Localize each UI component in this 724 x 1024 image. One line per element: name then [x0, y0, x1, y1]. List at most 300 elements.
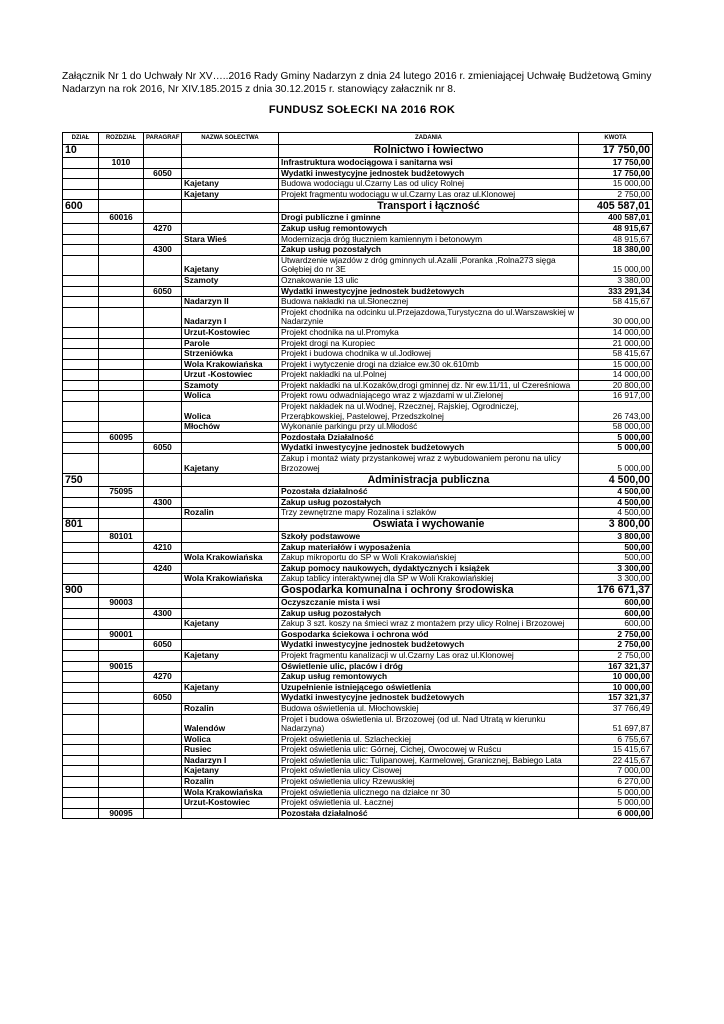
table-row: [63, 542, 653, 553]
table-row: [63, 200, 653, 213]
paragraf-cell: 4210: [144, 542, 182, 553]
dzial-cell: [63, 798, 99, 809]
sołectwo-name-cell: Kajetany: [182, 619, 279, 630]
amount-cell: 15 415,67: [579, 745, 653, 756]
paragraf-cell: [144, 777, 182, 788]
dzial-cell: [63, 682, 99, 693]
rozdzial-cell: [99, 189, 144, 200]
table-row: [63, 349, 653, 360]
dzial-cell: [63, 629, 99, 640]
rozdzial-cell: [99, 563, 144, 574]
table-row: [63, 808, 653, 819]
rozdzial-cell: [99, 777, 144, 788]
dzial-cell: [63, 787, 99, 798]
table-row: [63, 787, 653, 798]
amount-cell: 3 380,00: [579, 275, 653, 286]
amount-cell: 176 671,37: [579, 584, 653, 597]
table-row: [63, 402, 653, 422]
paragraf-cell: [144, 519, 182, 532]
sołectwo-name-cell: Wolica: [182, 391, 279, 402]
paragraf-cell: [144, 766, 182, 777]
task-cell: Pozdostała Działalność: [279, 432, 579, 443]
paragraf-cell: 4270: [144, 223, 182, 234]
paragraf-cell: 4300: [144, 245, 182, 256]
task-cell: Wykonanie parkingu przy ul.Młodość: [279, 422, 579, 433]
amount-cell: 58 415,67: [579, 297, 653, 308]
dzial-cell: 10: [63, 145, 99, 158]
dzial-cell: [63, 158, 99, 169]
task-cell: Trzy zewnętrzne mapy Rozalina i szlaków: [279, 508, 579, 519]
amount-cell: 4 500,00: [579, 474, 653, 487]
task-cell: Projekt oświetlenia ulic: Tulipanowej, Karmelowej, Granicznej, Babiego Lata: [279, 755, 579, 766]
table-row: [63, 359, 653, 370]
rozdzial-cell: [99, 443, 144, 454]
dzial-cell: [63, 650, 99, 661]
task-cell: Wydatki inwestycyjne jednostek budżetowych: [279, 286, 579, 297]
table-row: [63, 693, 653, 704]
task-cell: Oswiata i wychowanie: [279, 519, 579, 532]
dzial-cell: [63, 297, 99, 308]
rozdzial-cell: [99, 338, 144, 349]
dzial-cell: [63, 454, 99, 474]
paragraf-cell: [144, 661, 182, 672]
dzial-cell: [63, 597, 99, 608]
paragraf-cell: 6050: [144, 640, 182, 651]
sołectwo-name-cell: Młochów: [182, 422, 279, 433]
table-row: [63, 777, 653, 788]
sołectwo-name-cell: Urzut-Kostowiec: [182, 327, 279, 338]
sołectwo-name-cell: [182, 497, 279, 508]
dzial-cell: [63, 245, 99, 256]
amount-cell: 15 000,00: [579, 359, 653, 370]
dzial-cell: 801: [63, 519, 99, 532]
task-cell: Zakup materiałów i wyposażenia: [279, 542, 579, 553]
table-row: [63, 286, 653, 297]
task-cell: Projekt oświetlenia ulicy Cisowej: [279, 766, 579, 777]
amount-cell: 14 000,00: [579, 327, 653, 338]
task-cell: Projekt oświetlenia ulicy Rzewuskiej: [279, 777, 579, 788]
rozdzial-cell: [99, 734, 144, 745]
dzial-cell: [63, 307, 99, 327]
sołectwo-name-cell: Parole: [182, 338, 279, 349]
rozdzial-cell: [99, 245, 144, 256]
rozdzial-cell: [99, 714, 144, 734]
sołectwo-name-cell: [182, 597, 279, 608]
amount-cell: 20 800,00: [579, 380, 653, 391]
dzial-cell: [63, 532, 99, 543]
paragraf-cell: [144, 454, 182, 474]
rozdzial-cell: [99, 584, 144, 597]
table-row: [63, 672, 653, 683]
task-cell: Wydatki inwestycyjne jednostek budżetowych: [279, 443, 579, 454]
dzial-cell: [63, 370, 99, 381]
table-row: [63, 223, 653, 234]
paragraf-cell: [144, 327, 182, 338]
amount-cell: 51 697,87: [579, 714, 653, 734]
amount-cell: 4 500,00: [579, 508, 653, 519]
table-row: [63, 297, 653, 308]
task-cell: Zakup usług remontowych: [279, 223, 579, 234]
task-cell: Zakup pomocy naukowych, dydaktycznych i książek: [279, 563, 579, 574]
paragraf-cell: [144, 703, 182, 714]
amount-cell: 16 917,00: [579, 391, 653, 402]
paragraf-cell: [144, 787, 182, 798]
amount-cell: 58 000,00: [579, 422, 653, 433]
task-cell: Projekt nakładek na ul.Wodnej, Rzecznej, Rajskiej, Ogrodniczej, Przerąbkowskiej, Pastelowej, Przedszkolnej: [279, 402, 579, 422]
dzial-cell: [63, 693, 99, 704]
dzial-cell: [63, 255, 99, 275]
rozdzial-cell: [99, 327, 144, 338]
rozdzial-cell: [99, 145, 144, 158]
sołectwo-name-cell: [182, 487, 279, 498]
paragraf-cell: [144, 682, 182, 693]
col-zadania-header: ZADANIA: [279, 133, 579, 145]
amount-cell: 500,00: [579, 553, 653, 564]
sołectwo-name-cell: Kajetany: [182, 179, 279, 190]
paragraf-cell: [144, 200, 182, 213]
amount-cell: 48 915,67: [579, 223, 653, 234]
table-row: [63, 158, 653, 169]
paragraf-cell: [144, 338, 182, 349]
task-cell: Pozostała działalność: [279, 487, 579, 498]
dzial-cell: [63, 608, 99, 619]
table-row: [63, 519, 653, 532]
rozdzial-cell: 60016: [99, 213, 144, 224]
amount-cell: 400 587,01: [579, 213, 653, 224]
task-cell: Gospodarka ściekowa i ochrona wód: [279, 629, 579, 640]
sołectwo-name-cell: Wola Krakowiańska: [182, 787, 279, 798]
sołectwo-name-cell: Nadarzyn I: [182, 307, 279, 327]
table-row: [63, 487, 653, 498]
rozdzial-cell: 60095: [99, 432, 144, 443]
paragraf-cell: [144, 650, 182, 661]
task-cell: Projekt rowu odwadniającego wraz z wjazdami w ul.Zielonej: [279, 391, 579, 402]
table-row: [63, 307, 653, 327]
col-nazwa-header: NAZWA SOŁECTWA: [182, 133, 279, 145]
paragraf-cell: [144, 745, 182, 756]
task-cell: Wydatki inwestycyjne jednostek budżetowych: [279, 693, 579, 704]
rozdzial-cell: [99, 380, 144, 391]
rozdzial-cell: [99, 391, 144, 402]
sołectwo-name-cell: [182, 542, 279, 553]
dzial-cell: [63, 422, 99, 433]
paragraf-cell: [144, 808, 182, 819]
rozdzial-cell: 80101: [99, 532, 144, 543]
task-cell: Projekt chodnika na odcinku ul.Przejazdowa,Turystyczna do ul.Warszawskiej w Nadarzynie: [279, 307, 579, 327]
sołectwo-name-cell: [182, 168, 279, 179]
rozdzial-cell: [99, 497, 144, 508]
dzial-cell: [63, 213, 99, 224]
dzial-cell: [63, 327, 99, 338]
task-cell: Zakup 3 szt. koszy na śmieci wraz z montażem przy ulicy Rolnej i Brzozowej: [279, 619, 579, 630]
table-row: [63, 179, 653, 190]
rozdzial-cell: 75095: [99, 487, 144, 498]
paragraf-cell: [144, 307, 182, 327]
sołectwo-name-cell: [182, 145, 279, 158]
sołectwo-name-cell: [182, 213, 279, 224]
table-header: [63, 133, 653, 145]
task-cell: Projekt fragmentu wodociągu w ul.Czarny Las oraz ul.Klonowej: [279, 189, 579, 200]
amount-cell: 3 300,00: [579, 574, 653, 585]
rozdzial-cell: [99, 703, 144, 714]
amount-cell: 2 750,00: [579, 629, 653, 640]
table-row: [63, 213, 653, 224]
sołectwo-name-cell: Rozalin: [182, 508, 279, 519]
paragraf-cell: [144, 189, 182, 200]
rozdzial-cell: 90003: [99, 597, 144, 608]
paragraf-cell: [144, 798, 182, 809]
task-cell: Projekt oświetlenia ul. Szlacheckiej: [279, 734, 579, 745]
table-row: [63, 443, 653, 454]
table-row: [63, 432, 653, 443]
table-row: [63, 745, 653, 756]
rozdzial-cell: [99, 542, 144, 553]
header-line-1: Załącznik Nr 1 do Uchwały Nr XV…..2016 Rady Gminy Nadarzyn z dnia 24 lutego 2016 r. zmieniającej Uchwałę Budżetową Gminy: [62, 71, 652, 82]
amount-cell: 37 766,49: [579, 703, 653, 714]
amount-cell: 58 415,67: [579, 349, 653, 360]
task-cell: Budowa wodociągu ul.Czarny Las od ulicy Rolnej: [279, 179, 579, 190]
rozdzial-cell: [99, 619, 144, 630]
task-cell: Projekt nakładki na ul.Kozaków,drogi gminnej dz. Nr ew.11/11, ul Czereśniowa: [279, 380, 579, 391]
table-row: [63, 597, 653, 608]
paragraf-cell: [144, 275, 182, 286]
sołectwo-name-cell: Strzeniówka: [182, 349, 279, 360]
task-cell: Rolnictwo i łowiectwo: [279, 145, 579, 158]
task-cell: Szkoły podstawowe: [279, 532, 579, 543]
rozdzial-cell: [99, 798, 144, 809]
task-cell: Projekt oświetlenia ulicznego na działce nr 30: [279, 787, 579, 798]
sołectwo-name-cell: Wolica: [182, 402, 279, 422]
sołectwo-name-cell: Kajetany: [182, 650, 279, 661]
table-row: [63, 338, 653, 349]
amount-cell: 10 000,00: [579, 682, 653, 693]
rozdzial-cell: 1010: [99, 158, 144, 169]
dzial-cell: [63, 661, 99, 672]
rozdzial-cell: [99, 297, 144, 308]
paragraf-cell: [144, 584, 182, 597]
paragraf-cell: [144, 145, 182, 158]
document-title: FUNDUSZ SOŁECKI NA 2016 ROK: [268, 104, 456, 116]
table-row: [63, 682, 653, 693]
dzial-cell: [63, 563, 99, 574]
table-row: [63, 234, 653, 245]
paragraf-cell: [144, 532, 182, 543]
sołectwo-name-cell: [182, 693, 279, 704]
dzial-cell: [63, 553, 99, 564]
amount-cell: 167 321,37: [579, 661, 653, 672]
amount-cell: 48 915,67: [579, 234, 653, 245]
paragraf-cell: [144, 402, 182, 422]
col-kwota-header: KWOTA: [579, 133, 653, 145]
table-body: [63, 145, 653, 819]
task-cell: Zakup mikroportu do SP w Woli Krakowiańskiej: [279, 553, 579, 564]
task-cell: Projekt drogi na Kuropiec: [279, 338, 579, 349]
table-row: [63, 703, 653, 714]
dzial-cell: [63, 391, 99, 402]
table-row: [63, 532, 653, 543]
paragraf-cell: [144, 179, 182, 190]
sołectwo-name-cell: Szamoty: [182, 275, 279, 286]
sołectwo-name-cell: Urzut -Kostowiec: [182, 370, 279, 381]
dzial-cell: [63, 402, 99, 422]
sołectwo-name-cell: Stara Wieś: [182, 234, 279, 245]
task-cell: Wydatki inwestycyjne jednostek budżetowych: [279, 168, 579, 179]
dzial-cell: [63, 808, 99, 819]
paragraf-cell: [144, 349, 182, 360]
sołectwo-name-cell: [182, 672, 279, 683]
table-row: [63, 474, 653, 487]
task-cell: Projekt oświetlenia ulic: Górnej, Cichej, Owocowej w Ruścu: [279, 745, 579, 756]
table-row: [63, 422, 653, 433]
task-cell: Wydatki inwestycyjne jednostek budżetowych: [279, 640, 579, 651]
amount-cell: 5 000,00: [579, 787, 653, 798]
header-line-2: Nadarzyn na rok 2016, Nr XIV.185.2015 z dnia 30.12.2015 r. stanowiący załacznik nr 8.: [62, 84, 456, 95]
dzial-cell: [63, 359, 99, 370]
rozdzial-cell: [99, 693, 144, 704]
paragraf-cell: [144, 487, 182, 498]
sołectwo-name-cell: [182, 563, 279, 574]
col-dzial-header: DZIAŁ: [63, 133, 99, 145]
table-row: [63, 275, 653, 286]
dzial-cell: [63, 338, 99, 349]
task-cell: Projet i budowa oświetlenia ul. Brzozowej (od ul. Nad Utratą w kierunku Nadarzyna): [279, 714, 579, 734]
table-row: [63, 189, 653, 200]
amount-cell: 17 750,00: [579, 158, 653, 169]
dzial-cell: 750: [63, 474, 99, 487]
amount-cell: 26 743,00: [579, 402, 653, 422]
task-cell: Budowa nakładki na ul.Słonecznej: [279, 297, 579, 308]
dzial-cell: [63, 189, 99, 200]
amount-cell: 500,00: [579, 542, 653, 553]
dzial-cell: [63, 619, 99, 630]
dzial-cell: [63, 714, 99, 734]
amount-cell: 6 755,67: [579, 734, 653, 745]
paragraf-cell: [144, 619, 182, 630]
amount-cell: 14 000,00: [579, 370, 653, 381]
task-cell: Projekt i wytyczenie drogi na działce ew.30 ok.610mb: [279, 359, 579, 370]
task-cell: Utwardzenie wjazdów z dróg gminnych ul.Azalii ,Poranka ,Rolna273 sięga Gołębiej do nr 3E: [279, 255, 579, 275]
rozdzial-cell: [99, 349, 144, 360]
rozdzial-cell: 90001: [99, 629, 144, 640]
dzial-cell: [63, 542, 99, 553]
sołectwo-name-cell: [182, 158, 279, 169]
task-cell: Administracja publiczna: [279, 474, 579, 487]
paragraf-cell: [144, 755, 182, 766]
amount-cell: 333 291,34: [579, 286, 653, 297]
col-paragraf-header: PARAGRAF: [144, 133, 182, 145]
dzial-cell: [63, 745, 99, 756]
table-row: [63, 619, 653, 630]
paragraf-cell: 6050: [144, 443, 182, 454]
dzial-cell: [63, 223, 99, 234]
amount-cell: 157 321,37: [579, 693, 653, 704]
amount-cell: 4 500,00: [579, 487, 653, 498]
rozdzial-cell: [99, 359, 144, 370]
table-row: [63, 734, 653, 745]
amount-cell: 30 000,00: [579, 307, 653, 327]
paragraf-cell: [144, 391, 182, 402]
amount-cell: 17 750,00: [579, 168, 653, 179]
rozdzial-cell: [99, 766, 144, 777]
sołectwo-name-cell: Nadarzyn I: [182, 755, 279, 766]
rozdzial-cell: 90095: [99, 808, 144, 819]
table-row: [63, 574, 653, 585]
rozdzial-cell: [99, 200, 144, 213]
amount-cell: 6 270,00: [579, 777, 653, 788]
document-header: [62, 70, 662, 96]
paragraf-cell: [144, 359, 182, 370]
table-row: [63, 145, 653, 158]
sołectwo-name-cell: Rusiec: [182, 745, 279, 756]
dzial-cell: [63, 168, 99, 179]
paragraf-cell: [144, 158, 182, 169]
sołectwo-name-cell: Rozalin: [182, 777, 279, 788]
table-row: [63, 563, 653, 574]
rozdzial-cell: [99, 286, 144, 297]
amount-cell: 3 800,00: [579, 532, 653, 543]
amount-cell: 600,00: [579, 619, 653, 630]
amount-cell: 15 000,00: [579, 255, 653, 275]
amount-cell: 5 000,00: [579, 798, 653, 809]
sołectwo-name-cell: [182, 519, 279, 532]
sołectwo-name-cell: Kajetany: [182, 255, 279, 275]
table-row: [63, 553, 653, 564]
rozdzial-cell: [99, 168, 144, 179]
task-cell: Drogi publiczne i gminne: [279, 213, 579, 224]
rozdzial-cell: 90015: [99, 661, 144, 672]
dzial-cell: [63, 443, 99, 454]
paragraf-cell: [144, 297, 182, 308]
table-row: [63, 497, 653, 508]
sołectwo-name-cell: [182, 532, 279, 543]
paragraf-cell: [144, 234, 182, 245]
task-cell: Transport i łączność: [279, 200, 579, 213]
rozdzial-cell: [99, 275, 144, 286]
table-row: [63, 584, 653, 597]
table-row: [63, 391, 653, 402]
paragraf-cell: [144, 714, 182, 734]
dzial-cell: [63, 734, 99, 745]
amount-cell: 6 000,00: [579, 808, 653, 819]
amount-cell: 5 000,00: [579, 454, 653, 474]
rozdzial-cell: [99, 234, 144, 245]
sołectwo-name-cell: [182, 640, 279, 651]
task-cell: Pozostała działalność: [279, 808, 579, 819]
rozdzial-cell: [99, 454, 144, 474]
dzial-cell: [63, 703, 99, 714]
sołectwo-name-cell: Wola Krakowiańska: [182, 574, 279, 585]
dzial-cell: [63, 497, 99, 508]
table-row: [63, 608, 653, 619]
rozdzial-cell: [99, 519, 144, 532]
table-row: [63, 370, 653, 381]
table-row: [63, 798, 653, 809]
paragraf-cell: 6050: [144, 168, 182, 179]
paragraf-cell: [144, 213, 182, 224]
rozdzial-cell: [99, 370, 144, 381]
paragraf-cell: [144, 432, 182, 443]
table-row: [63, 454, 653, 474]
amount-cell: 17 750,00: [579, 145, 653, 158]
task-cell: Gospodarka komunalna i ochrony środowiska: [279, 584, 579, 597]
dzial-cell: 600: [63, 200, 99, 213]
task-cell: Zakup tablicy interaktywnej dla SP w Woli Krakowiańskiej: [279, 574, 579, 585]
rozdzial-cell: [99, 682, 144, 693]
task-cell: Uzupełnienie istniejącego oświetlenia: [279, 682, 579, 693]
paragraf-cell: [144, 629, 182, 640]
amount-cell: 5 000,00: [579, 432, 653, 443]
rozdzial-cell: [99, 508, 144, 519]
